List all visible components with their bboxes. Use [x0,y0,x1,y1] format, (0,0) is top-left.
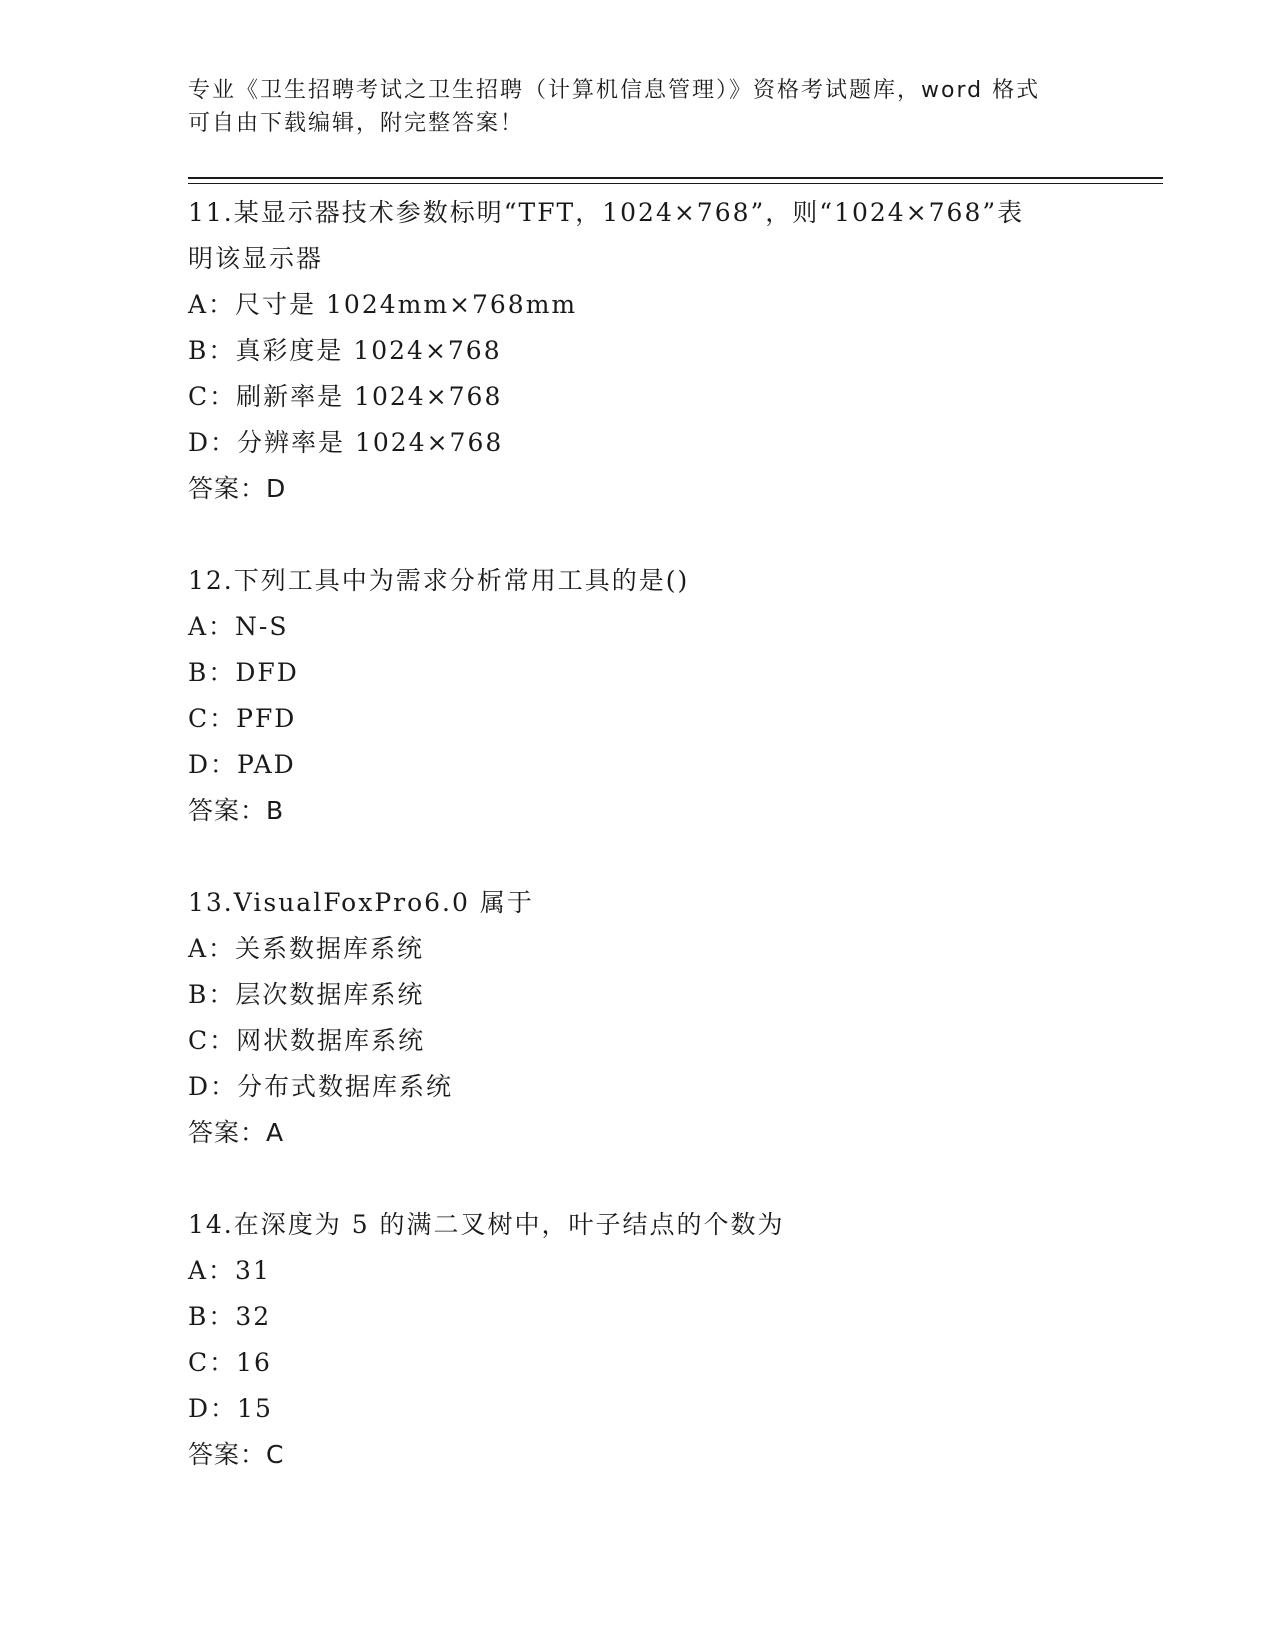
option-c: C：PFD [188,704,297,733]
option-c: C：刷新率是 1024×768 [188,382,503,411]
answer-label: 答案：A [188,1118,285,1147]
document-header [188,74,1088,140]
option-b: B：DFD [188,658,299,687]
question-12 [188,558,1088,834]
option-c: C：16 [188,1348,272,1377]
option-a: A：关系数据库系统 [188,934,425,963]
header-divider-thin [188,183,1163,184]
answer-label: 答案：D [188,474,287,503]
question-stem: 12.下列工具中为需求分析常用工具的是() [188,566,690,595]
question-13 [188,880,1088,1156]
question-stem-continued: 明该显示器 [188,244,324,273]
option-c: C：网状数据库系统 [188,1026,426,1055]
option-d: D：15 [188,1394,273,1423]
question-14 [188,1202,1088,1478]
option-d: D：分布式数据库系统 [188,1072,454,1101]
option-a: A：尺寸是 1024mm×768mm [188,290,578,319]
question-stem: 11.某显示器技术参数标明“TFT，1024×768”，则“1024×768”表 [188,198,1025,227]
question-list [188,190,1088,1524]
question-11 [188,190,1088,512]
option-b: B：真彩度是 1024×768 [188,336,502,365]
option-d: D：分辨率是 1024×768 [188,428,504,457]
answer-label: 答案：C [188,1440,285,1469]
answer-label: 答案：B [188,796,285,825]
header-line-1: 专业《卫生招聘考试之卫生招聘（计算机信息管理）》资格考试题库，word 格式 [188,78,1041,103]
option-b: B：32 [188,1302,272,1331]
header-divider-thick [188,177,1163,179]
option-a: A：N-S [188,612,289,641]
option-d: D：PAD [188,750,296,779]
option-b: B：层次数据库系统 [188,980,425,1009]
option-a: A：31 [188,1256,271,1285]
question-stem: 13.VisualFoxPro6.0 属于 [188,888,534,917]
question-stem: 14.在深度为 5 的满二叉树中，叶子结点的个数为 [188,1210,785,1239]
header-line-2: 可自由下载编辑，附完整答案！ [188,111,525,136]
